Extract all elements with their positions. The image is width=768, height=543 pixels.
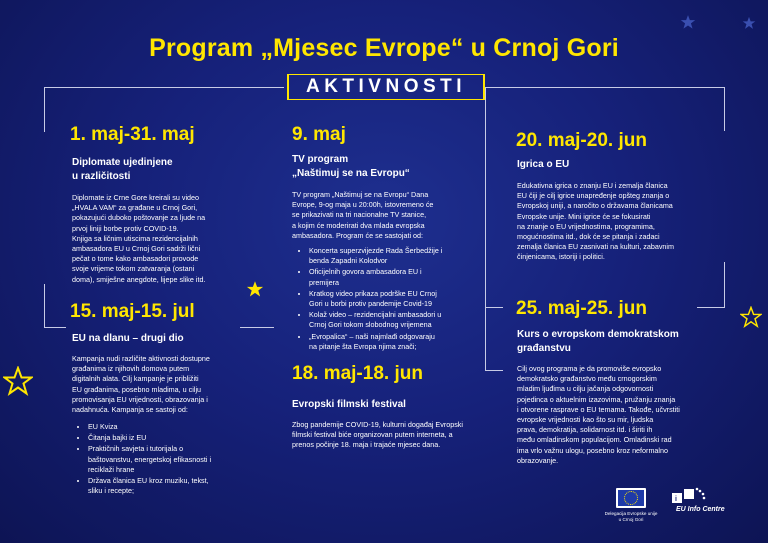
star-icon bbox=[680, 14, 696, 35]
star-icon bbox=[742, 16, 756, 35]
section-date: 25. maj-25. jun bbox=[516, 298, 647, 319]
section-text: TV program „Naštimuj se na Evropu“ Dana Evrope, 9-og maja u 20:00h, istovremeno će se prikazivati na tri nacionalne TV stanice, a kojim će moderirati dva mlada evropska ambasadora. Program će se sastojati od: bbox=[292, 190, 434, 240]
section-heading: Evropski filmski festival bbox=[292, 399, 406, 410]
section-text: Cilj ovog programa je da promoviše evropsko demokratsko građanstvo među crnogorskim mladim ljuđima u cilju jačanja odgovornosti pojedinca o aktuelnim izazovima, pružanju znanja i otvorene rasprave o EU temama. Takođe, učvrstiti evropske vrijednosti kao što su mir, ljudska prava, demokratija, solidarnost itd. i širiti ih među omladinskom populacijom. Omladinski rad ima vrlo važnu ulogu, posebno kroz neformalno obrazovanje. bbox=[517, 364, 680, 465]
timeline-line bbox=[44, 284, 45, 328]
section-heading: Diplomate ujedinjene u različitosti bbox=[72, 157, 173, 182]
page-subtitle: AKTIVNOSTI bbox=[305, 76, 467, 97]
timeline-line bbox=[724, 87, 725, 131]
eu-info-centre-icon bbox=[670, 487, 708, 507]
timeline-line bbox=[44, 327, 66, 328]
timeline-line bbox=[44, 87, 284, 88]
section-date: 20. maj-20. jun bbox=[516, 130, 647, 151]
list-item: • „Evropalica“ – naši najmlađi odgovaraju na pitanje šta Evropa njima znači; bbox=[309, 332, 489, 352]
subtitle-frame bbox=[287, 74, 485, 100]
section-text: Zbog pandemije COVID-19, kulturni događaj Evropski filmski festival biće organizovan putem interneta, a prenos počinje 18. maja i trajaće mjesec dana. bbox=[292, 420, 463, 450]
timeline-line bbox=[240, 327, 274, 328]
list-item: • Praktičnih savjeta i tutorijala o baštovanstvu, energetskoj efikasnosti i reciklaži hrane bbox=[88, 444, 278, 475]
section-heading: Igrica o EU bbox=[517, 159, 570, 170]
list-item: • Oficijelnih govora ambasadora EU i premijera bbox=[309, 267, 489, 287]
bullet-list bbox=[295, 246, 489, 353]
section-heading: Kurs o evropskom demokratskom građanstvu bbox=[517, 329, 679, 354]
section-heading: EU na dlanu – drugi dio bbox=[72, 333, 184, 344]
eu-info-centre-label: EU Info Centre bbox=[676, 506, 725, 513]
section-text: Edukativna igrica o znanju EU i zemalja članica EU čiji je cilj igrice unapređenje opšteg znanja o Evropskoj uniji, a naročito o državama članicama Evropske unije. Mini igrice će se fokusirati na znanje o EU vrijednostima, programima, mogućnostima itd., dok će se pitanja i zadaci zemalja članica EU zasnivati na kulturi, zabavnim činjenicama, istoriji i politici. bbox=[517, 181, 674, 262]
list-item: • EU Kviza bbox=[88, 422, 278, 432]
star-icon bbox=[3, 366, 33, 400]
bullet-list bbox=[74, 422, 278, 497]
list-item: • Koncerta superzvijezde Rada Šerbedžije i benda Zapadni Kolodvor bbox=[309, 246, 489, 266]
section-date: 9. maj bbox=[292, 124, 346, 145]
eu-logo-caption: Delegacija Evropske unije u Crnoj Gori bbox=[604, 511, 658, 522]
page-title: Program „Mjesec Evrope“ u Crnoj Gori bbox=[149, 34, 619, 62]
timeline-line bbox=[44, 87, 45, 132]
eu-flag-icon bbox=[616, 488, 646, 508]
section-text: Diplomate iz Crne Gore kreirali su video „HVALA VAM“ za građane u Crnoj Gori, pokazujući duboko poštovanje za ljude na prvoj liniji borbe protiv COVID-19. Knjiga sa ličnim utiscima rezidencijalnih ambasadora EU u Crnoj Gori sadrži lični pečat o tome kako ambasadori provode svoje vrijeme tokom zatvaranja (ostani doma), smiješne anegdote, lijepe slike itd. bbox=[72, 193, 206, 284]
star-icon bbox=[740, 306, 762, 333]
timeline-line bbox=[485, 370, 503, 371]
timeline-line bbox=[485, 87, 725, 88]
section-heading: TV program „Naštimuj se na Evropu“ bbox=[292, 154, 410, 179]
section-date: 1. maj-31. maj bbox=[70, 124, 195, 145]
list-item: • Kolaž video – rezidencijalni ambasadori u Crnoj Gori tokom slobodnog vrijemena bbox=[309, 310, 489, 330]
list-item: • Država članica EU kroz muziku, tekst, sliku i recepte; bbox=[88, 476, 278, 496]
timeline-line bbox=[697, 307, 725, 308]
list-item: • Kratkog video prikaza podrške EU Crnoj Gori u borbi protiv pandemije Covid-19 bbox=[309, 289, 489, 309]
section-date: 15. maj-15. jul bbox=[70, 301, 195, 322]
svg-text:i: i bbox=[675, 496, 677, 503]
section-text: Kampanja nudi različite aktivnosti dostupne građanima iz njihovih domova putem digitalnih alata. Cilj kampanje je približiti EU građanima, posebno mladima, u cilju promovisanja EU vrijednosti, obrazovanja i nadahnuća. Kampanja se sastoji od: bbox=[72, 354, 210, 415]
timeline-line bbox=[724, 262, 725, 308]
section-date: 18. maj-18. jun bbox=[292, 363, 423, 384]
list-item: • Čitanja bajki iz EU bbox=[88, 433, 278, 443]
